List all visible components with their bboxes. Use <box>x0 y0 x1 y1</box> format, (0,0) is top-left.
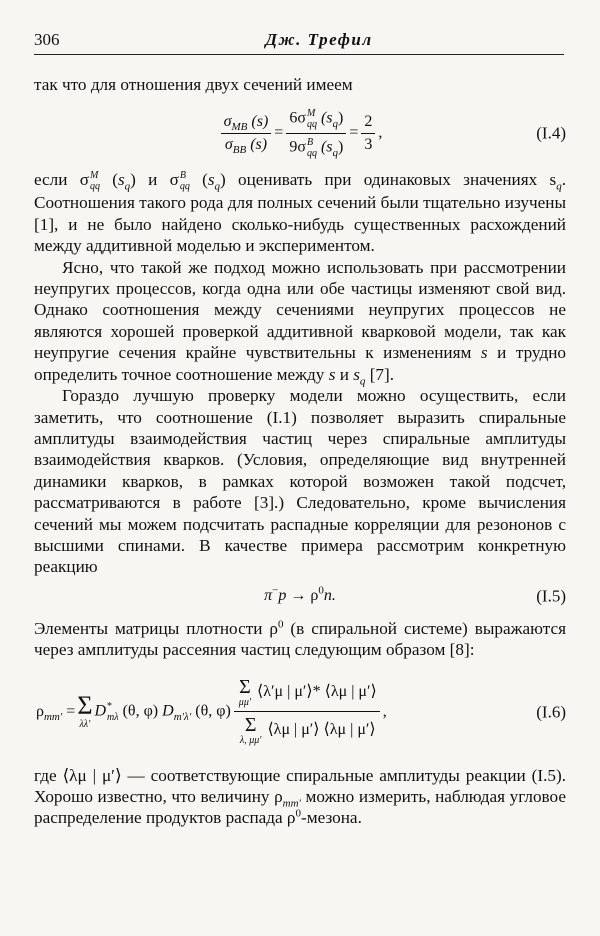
equation-i4: $\frac{\sigma_{MB} (s)}{\sigma_{BB} (s)}$ = 6σ M qq $(s_q)$ 9σ B qq $(s_q)$ = $\frac{2}{3}$ , (I.4) <box>34 105 566 161</box>
eq4-fraction-mid: 6σ M qq $(s_q)$ 9σ B qq $(s_q)$ <box>286 108 346 159</box>
page-header <box>34 28 564 55</box>
paragraph-2: Ясно, что такой же подход можно использовать при рассмотрении неупругих процессов, когда одна или обе частицы изменяют свой вид. Однако соотношения между сечениями неупругих процессов не являются хорошей проверкой аддитивной кварковой модели, так как неупругие сечения крайне чувствительны к изменениям s и трудно определить точное соотношение между s и $s_q$ [7]. <box>34 257 566 388</box>
eq6-fraction: Σ μμ′ ⟨λ′μ | μ′⟩* ⟨λμ | μ′⟩ Σ λ, μμ′ ⟨λμ | μ′⟩ ⟨λμ | μ′⟩ <box>234 677 380 746</box>
eq4-fraction-right: $\frac{2}{3}$ <box>361 114 375 153</box>
page-number: 306 <box>34 30 60 49</box>
equation-i6: $\rho_{mm'}$ = Σ λλ′ D * mλ (θ, φ) $D_{m'\lambda'}$ (θ, φ) Σ μμ′ ⟨λ′μ | μ′⟩* ⟨λμ | μ′⟩ Σ λ, μμ′ ⟨λμ | μ′⟩ ⟨λμ | μ′⟩ , (I.6) <box>36 676 566 747</box>
eq4-fraction-left: $\frac{\sigma_{MB} (s)}{\sigma_{BB} (s)}$ <box>221 114 272 153</box>
equation-i5: $\pi^-p \to \rho^0n$. (I.5) <box>264 584 566 606</box>
equation-number-i5: (I.5) <box>536 586 566 606</box>
running-head: Дж. Трефил <box>265 30 373 49</box>
paragraph-4: Элементы матрицы плотности $\rho^0$ (в спиральной системе) выражаются через амплитуды рассеяния частиц следующим образом [8]: <box>34 618 566 660</box>
paragraph-1: если σ M qq $(s_q)$ и σ B qq $(s_q)$ оценивать при одинаковых значениях $s_q$. Соотношения такого рода для полных сечений были тщательно изучены [1], и не было найдено сколько-нибудь существенных расхождений между аддитивной моделью и экспериментом. <box>34 170 566 256</box>
intro-line: так что для отношения двух сечений имеем <box>34 75 353 94</box>
paragraph-3: Гораздо лучшую проверку модели можно осуществить, если заметить, что соотношение (I.1) позволяет выразить спиральные амплитуды взаимодействия частиц через спиральные амплитуды взаимодействия кварков. (Условия, определяющие вид внутренней динамики кварков, в рамках которой возможен такой подсчет, рассматриваются в работе [3].) Следовательно, кроме вычисления сечений мы можем подсчитать распадные корреляции для резононов с высшими спинами. В качестве примера рассмотрим конкретную реакцию <box>34 386 566 577</box>
equation-number-i6: (I.6) <box>536 702 566 722</box>
equation-number-i4: (I.4) <box>536 123 566 143</box>
paragraph-5: где ⟨λμ | μ′⟩ — соответствующие спиральные амплитуды реакции (I.5). Хорошо известно, что величину $\rho_{mm'}$ можно измерить, наблюдая угловое распределение продуктов распада $\rho^0$-мезона. <box>34 765 566 828</box>
body-text <box>34 74 566 829</box>
eq6-sum: Σ λλ′ <box>77 691 93 731</box>
